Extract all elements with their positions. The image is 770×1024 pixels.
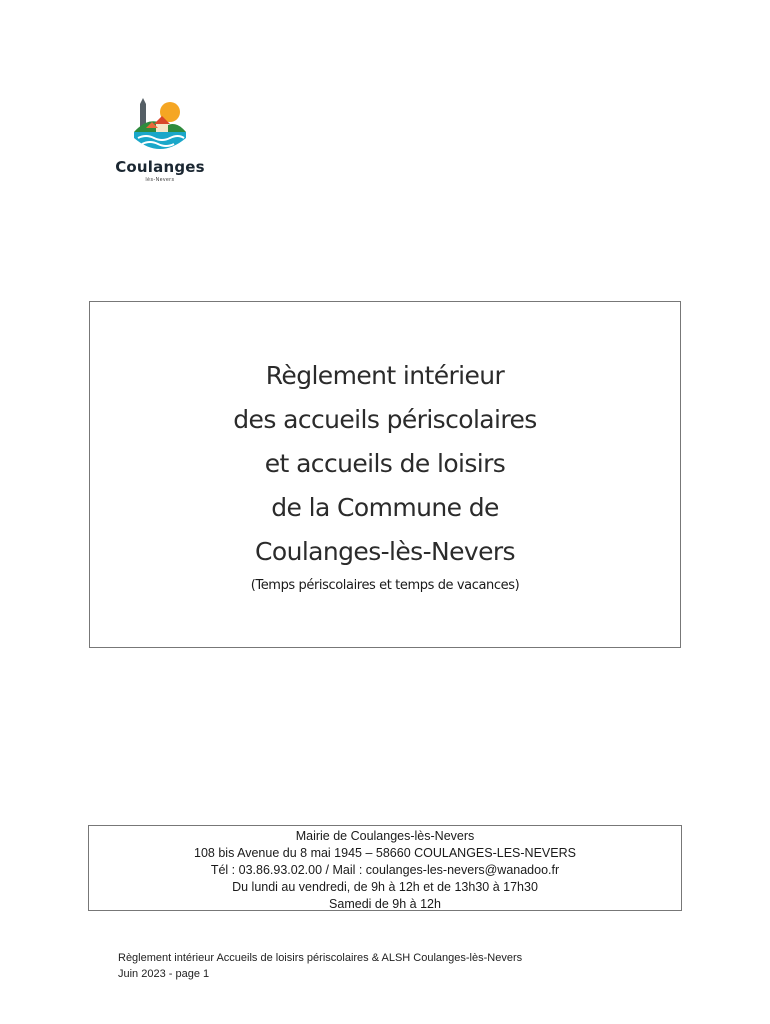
logo-tagline: lès-Nevers	[145, 177, 175, 183]
contact-line: 108 bis Avenue du 8 mai 1945 – 58660 COULANGES-LES-NEVERS	[194, 846, 576, 860]
title-line: et accueils de loisirs	[264, 449, 506, 478]
page-footer	[118, 950, 678, 982]
title-line: des accueils périscolaires	[233, 405, 537, 434]
contact-line: Du lundi au vendredi, de 9h à 12h et de 13h30 à 17h30	[232, 880, 538, 894]
contact-line: Mairie de Coulanges-lès-Nevers	[295, 829, 475, 843]
document-title	[90, 354, 680, 593]
contact-line: Tél : 03.86.93.02.00 / Mail : coulanges-les-nevers@wanadoo.fr	[210, 863, 560, 877]
footer-page-number: Juin 2023 - page 1	[118, 968, 210, 980]
title-line: Règlement intérieur	[265, 361, 505, 390]
title-line: de la Commune de	[271, 493, 499, 522]
coulanges-emblem-icon	[132, 98, 188, 156]
logo-wordmark: Coulanges	[115, 158, 205, 176]
contact-line: Samedi de 9h à 12h	[329, 897, 441, 911]
town-logo	[108, 98, 212, 190]
contact-frame	[88, 825, 682, 911]
title-frame	[89, 301, 681, 648]
footer-line: Règlement intérieur Accueils de loisirs périscolaires & ALSH Coulanges-lès-Nevers	[118, 952, 523, 964]
title-line: Coulanges-lès-Nevers	[255, 537, 515, 566]
document-subtitle: (Temps périscolaires et temps de vacances)	[250, 578, 520, 593]
